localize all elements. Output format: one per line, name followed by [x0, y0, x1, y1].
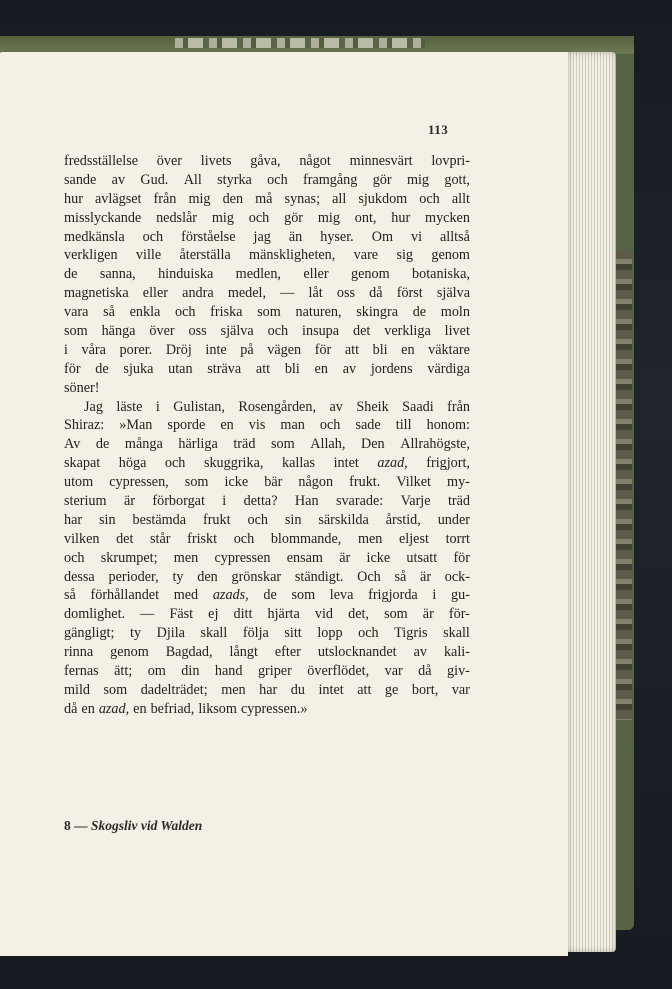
book-title: Skogsliv vid Walden: [91, 818, 203, 833]
text-line: gängligt; ty Djila skall följa sitt lopp och Tigris skall: [64, 625, 470, 642]
text-line: så förhållandet med azads, de som leva frigjorda i gu-: [64, 587, 470, 604]
text-line: medkänsla och förståelse jag än hyser. Om vi alltså: [64, 228, 470, 245]
page-footer: [64, 818, 202, 834]
spine-edge: [614, 250, 632, 720]
text-line: vilken det står friskt och blommande, men eljest torrt: [64, 530, 470, 547]
text-line: hur avlägset från mig den må synas; all sjukdom och allt: [64, 190, 470, 207]
text-line: utom cypressen, som icke bär någon frukt. Vilket my-: [64, 474, 470, 491]
text-line: fernas ätt; om din hand griper överflödet, var då giv-: [64, 663, 470, 680]
text-line: rinna genom Bagdad, långt efter utslocknandet av kali-: [64, 644, 470, 661]
text-line: som hänga över oss själva och insupa det verkliga livet: [64, 323, 470, 340]
text-line: söner!: [64, 379, 100, 396]
text-line: för de sjuka utan sträva att bli en av jordens värdiga: [64, 360, 470, 377]
text-line: Av de många härliga träd som Allah, Den Allrahögste,: [64, 436, 470, 453]
body-text: [64, 152, 470, 719]
cover-decoration: [175, 38, 425, 48]
text-line: misslyckande nedslår mig och gör mig ont, hur mycken: [64, 209, 470, 226]
text-line: fredsställelse över livets gåva, något minnesvärt lovpri-: [64, 153, 470, 169]
page-number: 113: [428, 122, 449, 137]
text-line: Shiraz: »Man sporde en vis man och sade till honom:: [64, 417, 470, 434]
text-line: magnetiska eller andra medel, — låt oss då först själva: [64, 285, 470, 302]
text-line: i våra porer. Dröj inte på vägen för att bli en väktare: [64, 341, 470, 358]
text-line: då en azad, en befriad, liksom cypressen.»: [64, 700, 308, 717]
signature-mark: 8 —: [64, 818, 88, 833]
text-line: sande av Gud. All styrka och framgång gör mig gott,: [64, 171, 470, 188]
text-line: dessa perioder, ty den grönskar ständigt. Och så är ock-: [64, 568, 470, 585]
text-line: sterium är förborgat i detta? Han svarade: Varje träd: [64, 493, 470, 510]
text-line: verkligen ville återställa mänskligheten, vare sig genom: [64, 247, 470, 264]
text-line: Jag läste i Gulistan, Rosengården, av Sheik Saadi från: [84, 398, 470, 415]
text-line: mild som dadelträdet; men har du intet att ge bort, var: [64, 681, 470, 698]
text-line: de sanna, hinduiska medlen, eller genom botaniska,: [64, 266, 470, 283]
text-line: vara så enkla och friska som naturen, skingra de moln: [64, 304, 470, 321]
text-line: har sin bestämda frukt och sin särskilda årstid, under: [64, 511, 470, 528]
text-line: skapat höga och skuggrika, kallas intet azad, frigjort,: [64, 455, 470, 472]
text-line: och skrumpet; men cypressen ensam är icke utsatt för: [64, 549, 470, 566]
text-line: domlighet. — Fäst ej ditt hjärta vid det, som är för-: [64, 606, 470, 623]
